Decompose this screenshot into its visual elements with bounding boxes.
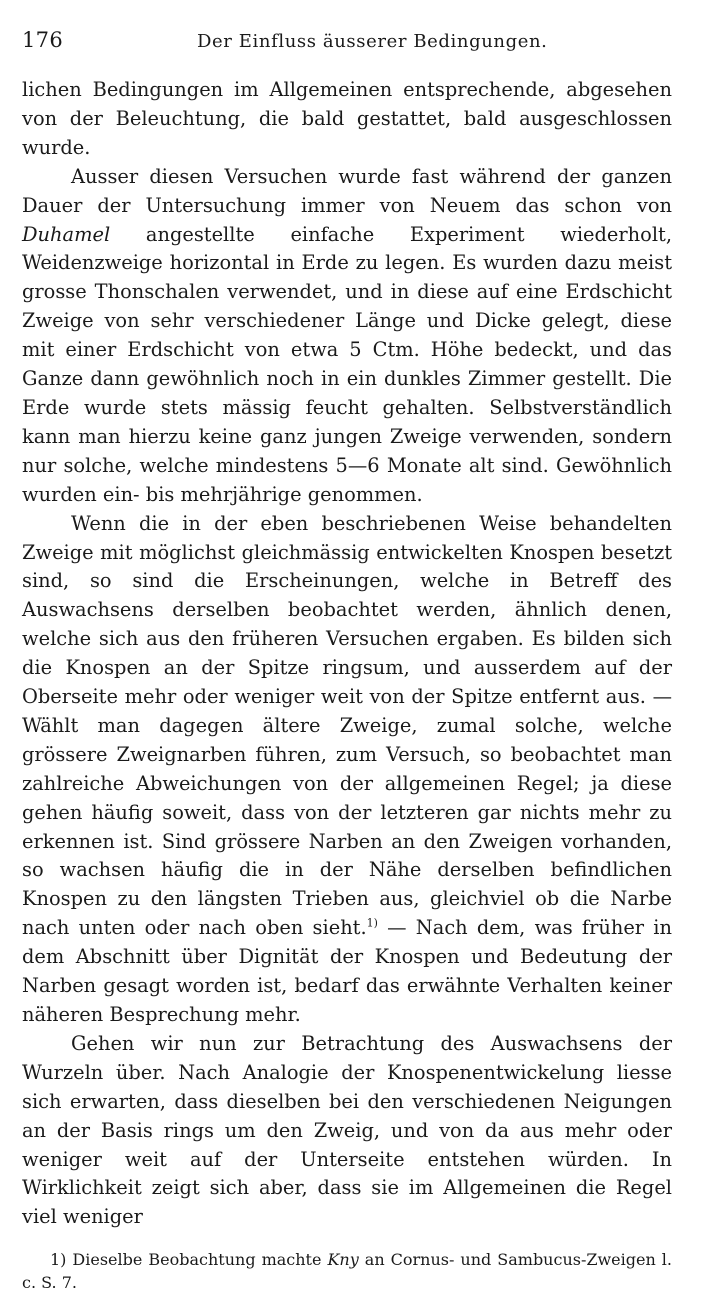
author-name-duhamel: Duhamel: [22, 222, 111, 246]
page-header: [22, 14, 672, 54]
paragraph-root-growth: [22, 1030, 672, 1232]
paragraph-text-start: Wenn die in der eben beschriebenen Weise behandelten Zweige mit möglichst gleichmässig entwickelten Knospen besetzt sind, so sind die Erscheinungen, welche in Betreff des Auswachsens derselben beobachtet werden, ähnlich denen, welche sich aus den früheren Versuchen ergaben. Es bilden sich die Knospen an der Spitze ringsum, und ausserdem auf der Oberseite mehr oder weniger weit von der Spitze entfernt aus. — Wählt man dagegen ältere Zweige, zumal solche, welche grössere Zweignarben führen, zum Versuch, so beobachtet man zahlreiche Abweichungen von der allgemeinen Regel; ja diese gehen häufig soweit, dass von der letzteren gar nichts mehr zu erkennen ist. Sind grössere Narben an den Zweigen vorhanden, so wachsen häufig die in der Nähe derselben befindlichen Knospen zu den längsten Trieben aus, gleichviel ob die Narbe nach unten oder nach oben sieht.: [22, 511, 672, 940]
footnote-reference: 1): [366, 916, 378, 930]
paragraph-text: Gehen wir nun zur Betrachtung des Auswachsens der Wurzeln über. Nach Analogie der Knospenentwickelung liesse sich erwarten, dass dieselben bei den verschiedenen Neigungen an der Basis rings um den Zweig, und von da aus mehr oder weniger weit auf der Unterseite entstehen würden. In Wirklichkeit zeigt sich aber, dass sie im Allgemeinen die Regel viel weniger: [22, 1031, 672, 1229]
paragraph-duhamel-experiment: [22, 163, 672, 510]
footnote-text-end: an Cornus- und Sambucus-Zweigen l. c. S. 7.: [22, 1250, 673, 1293]
paragraph-text-end: angestellte einfache Experiment wiederholt, Weidenzweige horizontal in Erde zu legen. Es wurden dazu meist grosse Thonschalen verwendet, und in diese auf eine Erdschicht Zweige von sehr verschiedener Länge und Dicke gelegt, diese mit einer Erdschicht von etwa 5 Ctm. Höhe bedeckt, und das Ganze dann gewöhnlich noch in ein dunkles Zimmer gestellt. Die Erde wurde stets mässig feucht gehalten. Selbstverständlich kann man hierzu keine ganz jungen Zweige verwenden, sondern nur solche, welche mindestens 5—6 Monate alt sind. Gewöhnlich wurden ein- bis mehrjährige genommen.: [22, 222, 672, 506]
footnote: [22, 1248, 672, 1294]
paragraph-text: lichen Bedingungen im Allgemeinen entsprechende, abgesehen von der Beleuchtung, die bald gestattet, bald ausgeschlossen wurde.: [22, 78, 672, 159]
paragraph-text-end: — Nach dem, was früher in dem Abschnitt über Dignität der Knospen und Bedeutung der Narben gesagt worden ist, bedarf das erwähnte Verhalten keiner näheren Besprechung mehr.: [22, 916, 672, 1026]
footnote-mark: 1): [50, 1250, 67, 1270]
body-text: [22, 76, 672, 1232]
paragraph-continued: [22, 76, 672, 163]
page-number: 176: [22, 28, 63, 52]
paragraph-text-start: Ausser diesen Versuchen wurde fast während der ganzen Dauer der Untersuchung immer von Neuem das schon von: [22, 164, 672, 217]
book-page: [22, 14, 672, 1294]
running-head: Der Einfluss äusserer Bedingungen.: [197, 31, 548, 52]
footnote-text-start: Dieselbe Beobachtung machte: [66, 1250, 328, 1270]
paragraph-bud-observations: [22, 510, 672, 1030]
author-name-kny: Kny: [327, 1250, 359, 1270]
